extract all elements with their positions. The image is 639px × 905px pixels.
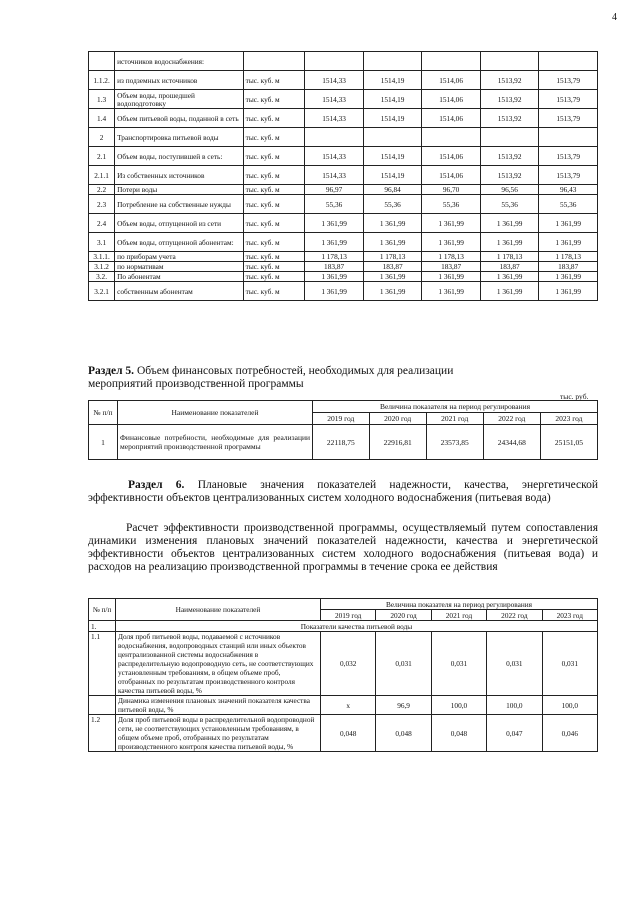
value-2019: 1 178,13 <box>305 252 364 262</box>
value-2019 <box>305 52 364 71</box>
row-no <box>89 52 115 71</box>
value-2020: 1 361,99 <box>363 214 422 233</box>
table-row <box>89 128 598 147</box>
row-unit: тыс. куб. м <box>243 109 305 128</box>
table-row <box>89 71 598 90</box>
water-volume-table-body <box>89 52 598 301</box>
quality-year: 2020 год <box>376 610 431 621</box>
row-name: Объем воды, поступившей в сеть: <box>115 147 244 166</box>
quality-value: 0,047 <box>487 715 542 752</box>
quality-value: 0,031 <box>487 632 542 696</box>
value-2022: 1513,92 <box>480 109 539 128</box>
section5-label: Раздел 5. <box>88 365 135 377</box>
value-2020: 1 361,99 <box>363 233 422 252</box>
row-name: источников водоснабжения: <box>115 52 244 71</box>
row-name: Объем питьевой воды, поданной в сеть <box>115 109 244 128</box>
row-name: По абонентам <box>115 272 244 282</box>
row-no: 3.1.2 <box>89 262 115 272</box>
value-2022: 1 178,13 <box>480 252 539 262</box>
value-2023: 1513,79 <box>539 90 598 109</box>
quality-year: 2022 год <box>487 610 542 621</box>
row-name: Потери воды <box>115 185 244 195</box>
value-2019: 1 361,99 <box>305 272 364 282</box>
row-no: 3.1.1. <box>89 252 115 262</box>
value-2020: 1 178,13 <box>363 252 422 262</box>
value-2020: 1 361,99 <box>363 272 422 282</box>
row-no: 3.1 <box>89 233 115 252</box>
row-name: Объем воды, отпущенной из сети <box>115 214 244 233</box>
finance-value: 23573,85 <box>426 425 483 460</box>
value-2022: 1513,92 <box>480 147 539 166</box>
value-2022 <box>480 52 539 71</box>
row-unit: тыс. куб. м <box>243 214 305 233</box>
value-2021: 55,36 <box>422 195 481 214</box>
section6-label: Раздел 6. <box>128 479 185 491</box>
row-no: 1.3 <box>89 90 115 109</box>
value-2020: 55,36 <box>363 195 422 214</box>
quality-group-name: Показатели качества питьевой воды <box>116 621 598 632</box>
value-2020: 1514,19 <box>363 71 422 90</box>
table-row <box>89 272 598 282</box>
row-unit: тыс. куб. м <box>243 128 305 147</box>
quality-value: 100,0 <box>431 696 486 715</box>
value-2021: 96,70 <box>422 185 481 195</box>
row-unit: тыс. куб. м <box>243 71 305 90</box>
value-2023: 1513,79 <box>539 109 598 128</box>
row-no: 1.1.2. <box>89 71 115 90</box>
row-no: 3.2.1 <box>89 282 115 301</box>
row-no: 2.3 <box>89 195 115 214</box>
row-unit: тыс. куб. м <box>243 233 305 252</box>
value-2023 <box>539 128 598 147</box>
row-no: 2.1 <box>89 147 115 166</box>
table-row <box>89 52 598 71</box>
row-unit: тыс. куб. м <box>243 166 305 185</box>
value-2021: 1 361,99 <box>422 214 481 233</box>
value-2020: 1514,19 <box>363 166 422 185</box>
finance-year: 2022 год <box>483 413 540 425</box>
row-name: Объем воды, отпущенной абонентам: <box>115 233 244 252</box>
value-2020: 1514,19 <box>363 90 422 109</box>
value-2020: 1514,19 <box>363 147 422 166</box>
value-2020: 1514,19 <box>363 109 422 128</box>
row-name: Из собственных источников <box>115 166 244 185</box>
table-row <box>89 90 598 109</box>
value-2021: 1514,06 <box>422 147 481 166</box>
value-2022: 55,36 <box>480 195 539 214</box>
row-name: собственным абонентам <box>115 282 244 301</box>
quality-value: 100,0 <box>542 696 597 715</box>
value-2023: 1 361,99 <box>539 233 598 252</box>
value-2023: 183,87 <box>539 262 598 272</box>
table-row <box>89 262 598 272</box>
quality-value: x <box>321 696 376 715</box>
finance-table <box>88 400 598 460</box>
value-2019: 1 361,99 <box>305 233 364 252</box>
row-unit: тыс. куб. м <box>243 185 305 195</box>
row-no: 3.2. <box>89 272 115 282</box>
value-2023: 96,43 <box>539 185 598 195</box>
value-2019: 1514,33 <box>305 90 364 109</box>
row-unit <box>243 52 305 71</box>
value-2019: 1 361,99 <box>305 214 364 233</box>
row-name: Транспортировка питьевой воды <box>115 128 244 147</box>
finance-col-period: Величина показателя на период регулирования <box>313 401 598 413</box>
value-2022: 1 361,99 <box>480 214 539 233</box>
quality-year: 2023 год <box>542 610 597 621</box>
row-no: 1.4 <box>89 109 115 128</box>
value-2019: 1 361,99 <box>305 282 364 301</box>
value-2021 <box>422 128 481 147</box>
row-unit: тыс. куб. м <box>243 272 305 282</box>
row-name: Объем воды, прошедшей водоподготовку <box>115 90 244 109</box>
table-row <box>89 147 598 166</box>
value-2020 <box>363 128 422 147</box>
quality-row-no <box>89 696 116 715</box>
quality-value: 0,031 <box>542 632 597 696</box>
value-2021: 183,87 <box>422 262 481 272</box>
value-2022: 183,87 <box>480 262 539 272</box>
quality-row-no: 1.2 <box>89 715 116 752</box>
row-name: по нормативам <box>115 262 244 272</box>
value-2022 <box>480 128 539 147</box>
value-2019: 1514,33 <box>305 71 364 90</box>
quality-group-no: 1. <box>89 621 116 632</box>
value-2022: 1513,92 <box>480 166 539 185</box>
row-no: 2.2 <box>89 185 115 195</box>
finance-year: 2019 год <box>313 413 370 425</box>
value-2019: 1514,33 <box>305 166 364 185</box>
finance-value: 22916,81 <box>369 425 426 460</box>
value-2021: 1514,06 <box>422 71 481 90</box>
value-2021: 1 178,13 <box>422 252 481 262</box>
value-2023: 1 178,13 <box>539 252 598 262</box>
page-number: 4 <box>612 12 617 23</box>
value-2019: 55,36 <box>305 195 364 214</box>
table-row <box>89 233 598 252</box>
value-2023: 1 361,99 <box>539 272 598 282</box>
table-row <box>89 185 598 195</box>
value-2022: 1513,92 <box>480 90 539 109</box>
value-2020: 1 361,99 <box>363 282 422 301</box>
row-unit: тыс. куб. м <box>243 252 305 262</box>
value-2023: 1 361,99 <box>539 214 598 233</box>
value-2022: 1 361,99 <box>480 272 539 282</box>
row-unit: тыс. куб. м <box>243 282 305 301</box>
quality-value: 0,032 <box>321 632 376 696</box>
value-2023 <box>539 52 598 71</box>
quality-value: 0,048 <box>431 715 486 752</box>
finance-value: 25151,05 <box>540 425 597 460</box>
finance-year: 2021 год <box>426 413 483 425</box>
value-2019 <box>305 128 364 147</box>
value-2019: 1514,33 <box>305 147 364 166</box>
quality-col-no: № п/п <box>89 599 116 621</box>
table-row <box>89 214 598 233</box>
value-2023: 1513,79 <box>539 147 598 166</box>
section6-paragraph: Расчет эффективности производственной программы, осуществляемый путем сопоставления динамики изменения плановых значений показателей надежности, качества и энергетической эффективности объектов централизованных систем холодного водоснабжения (питьевая вода) и расходов на реализацию производственной программы в течение срока ее действия <box>88 522 598 573</box>
table-row <box>89 109 598 128</box>
value-2019: 1514,33 <box>305 109 364 128</box>
value-2019: 183,87 <box>305 262 364 272</box>
quality-value: 0,031 <box>376 632 431 696</box>
value-2023: 55,36 <box>539 195 598 214</box>
quality-year: 2021 год <box>431 610 486 621</box>
row-unit: тыс. куб. м <box>243 90 305 109</box>
value-2021 <box>422 52 481 71</box>
value-2023: 1513,79 <box>539 71 598 90</box>
section5-title-line1: Объем финансовых потребностей, необходимых для реализации <box>136 365 454 377</box>
quality-table <box>88 598 598 752</box>
value-2021: 1514,06 <box>422 166 481 185</box>
value-2023: 1 361,99 <box>539 282 598 301</box>
quality-col-name: Наименование показателей <box>116 599 321 621</box>
quality-row-name: Доля проб питьевой воды, подаваемой с источников водоснабжения, водопроводных станций или иных объектов централизованной системы водоснабжения в распределительную водопроводную сеть, не соответствующих установленным требованиям, в общем объеме проб, отобранных по результатам производственного контроля качества питьевой воды, % <box>116 632 321 696</box>
row-name: Потребление на собственные нужды <box>115 195 244 214</box>
quality-value: 0,046 <box>542 715 597 752</box>
quality-year: 2019 год <box>321 610 376 621</box>
quality-col-period: Величина показателя на период регулирования <box>321 599 598 610</box>
section6-title: Плановые значения показателей надежности, качества, энергетической эффективности объектов централизованных систем холодного водоснабжения (питьевая вода) <box>88 479 599 504</box>
section5-heading <box>88 365 598 391</box>
value-2021: 1514,06 <box>422 90 481 109</box>
value-2019: 96,97 <box>305 185 364 195</box>
section6-heading <box>88 479 598 505</box>
finance-row-name: Финансовые потребности, необходимые для реализации мероприятий производственной программы <box>118 425 313 460</box>
section5-title-line2: мероприятий производственной программы <box>88 378 304 390</box>
finance-value: 24344,68 <box>483 425 540 460</box>
value-2020: 183,87 <box>363 262 422 272</box>
value-2021: 1 361,99 <box>422 282 481 301</box>
finance-col-name: Наименование показателей <box>118 401 313 425</box>
row-no: 2 <box>89 128 115 147</box>
quality-row-no: 1.1 <box>89 632 116 696</box>
quality-value: 0,048 <box>321 715 376 752</box>
quality-value: 100,0 <box>487 696 542 715</box>
value-2022: 1 361,99 <box>480 282 539 301</box>
row-unit: тыс. куб. м <box>243 195 305 214</box>
row-unit: тыс. куб. м <box>243 147 305 166</box>
row-name: по приборам учета <box>115 252 244 262</box>
finance-unit-label: тыс. руб. <box>560 392 589 401</box>
row-no: 2.4 <box>89 214 115 233</box>
value-2021: 1 361,99 <box>422 272 481 282</box>
quality-value: 0,048 <box>376 715 431 752</box>
row-name: из подземных источников <box>115 71 244 90</box>
value-2020 <box>363 52 422 71</box>
value-2020: 96,84 <box>363 185 422 195</box>
value-2021: 1514,06 <box>422 109 481 128</box>
value-2022: 96,56 <box>480 185 539 195</box>
value-2023: 1513,79 <box>539 166 598 185</box>
table-row <box>89 195 598 214</box>
finance-year: 2023 год <box>540 413 597 425</box>
row-unit: тыс. куб. м <box>243 262 305 272</box>
finance-value: 22118,75 <box>313 425 370 460</box>
quality-row-name: Доля проб питьевой воды в распределительной водопроводной сети, не соответствующих установленным требованиям, в общем объеме проб, отобранных по результатам производственного контроля качества питьевой воды, % <box>116 715 321 752</box>
value-2022: 1 361,99 <box>480 233 539 252</box>
table-row <box>89 252 598 262</box>
table-row <box>89 282 598 301</box>
value-2022: 1513,92 <box>480 71 539 90</box>
quality-value: 0,031 <box>431 632 486 696</box>
water-volume-table <box>88 51 598 301</box>
table-row <box>89 166 598 185</box>
value-2021: 1 361,99 <box>422 233 481 252</box>
finance-year: 2020 год <box>369 413 426 425</box>
quality-row-name: Динамика изменения плановых значений показателя качества питьевой воды, % <box>116 696 321 715</box>
row-no: 2.1.1 <box>89 166 115 185</box>
finance-col-no: № п/п <box>89 401 118 425</box>
finance-row-no: 1 <box>89 425 118 460</box>
quality-value: 96,9 <box>376 696 431 715</box>
